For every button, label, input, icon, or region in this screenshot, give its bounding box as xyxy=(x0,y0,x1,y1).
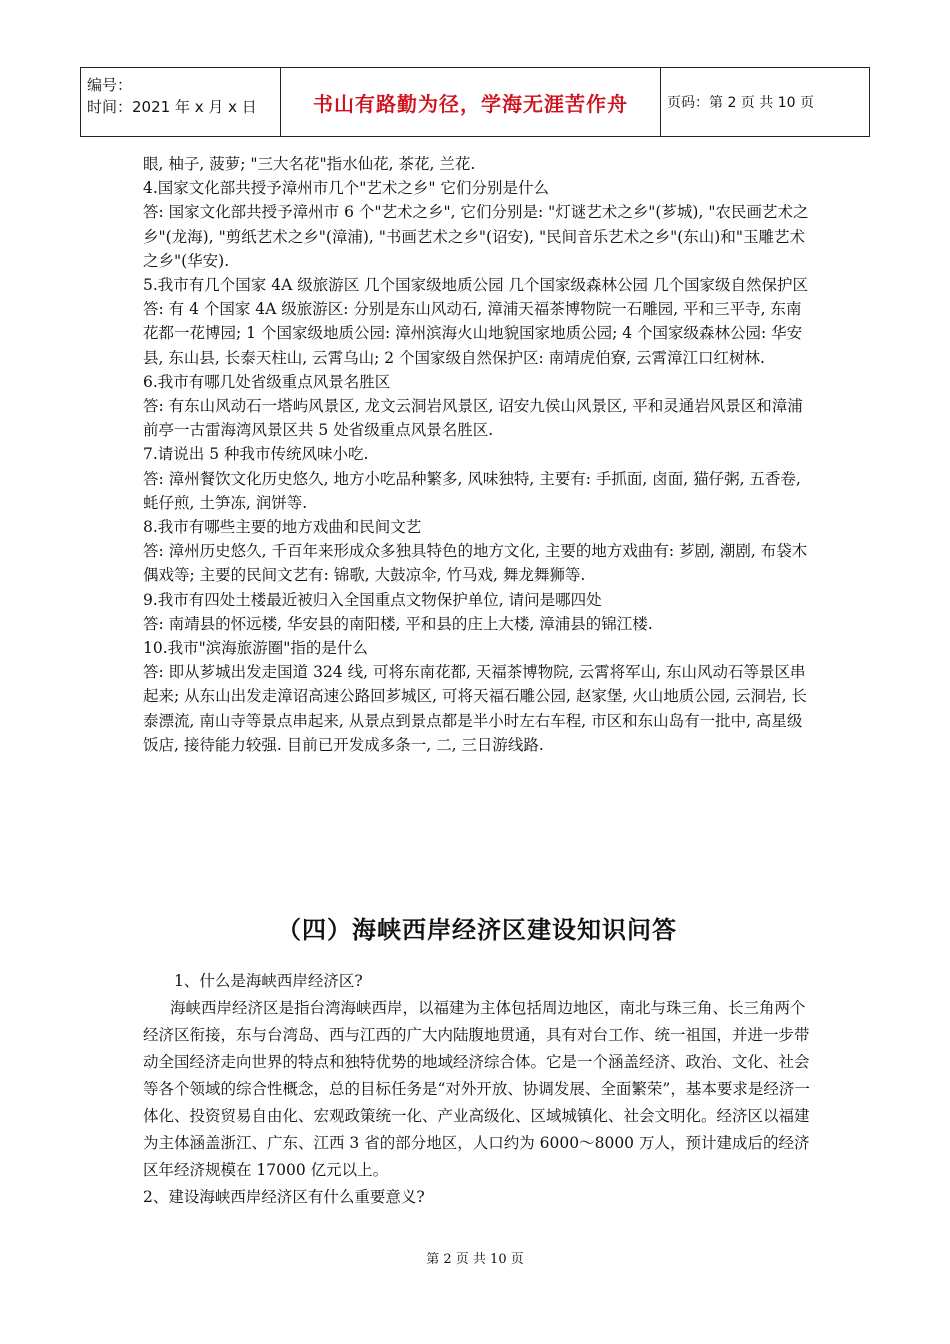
answer: 答: 南靖县的怀远楼, 华安县的南阳楼, 平和县的庄上大楼, 漳浦县的锦江楼. xyxy=(143,614,653,633)
question: 7.请说出 5 种我市传统风味小吃. xyxy=(143,445,369,464)
answer: 答: 有东山风动石一塔屿风景区, 龙文云洞岩风景区, 诏安九侯山风景区, 平和灵通岩风景区和漳浦前亭一古雷海湾风景区共 5 处省级重点风景名胜区. xyxy=(143,397,803,440)
header-page-number: 页码：第 2 页 共 10 页 xyxy=(667,95,814,111)
answer: 答: 漳州历史悠久, 千百年来形成众多独具特色的地方文化, 主要的地方戏曲有: 芗剧, 潮剧, 布袋木偶戏等; 主要的民间文艺有: 锦歌, 大鼓凉伞, 竹马戏, 舞龙舞狮等. xyxy=(143,542,808,585)
question: 6.我市有哪几处省级重点风景名胜区 xyxy=(143,372,391,391)
qa-body xyxy=(143,152,811,757)
question: 10.我市"滨海旅游圈"指的是什么 xyxy=(143,639,368,658)
header-table xyxy=(80,67,870,137)
question: 8.我市有哪些主要的地方戏曲和民间文艺 xyxy=(143,518,422,537)
section-question-2: 2、建设海峡西岸经济区有什么重要意义? xyxy=(143,1188,425,1206)
answer: 答: 即从芗城出发走国道 324 线, 可将东南花都, 天福茶博物院, 云霄将军山, 东山风动石等景区串起来; 从东山出发走漳诏高速公路回芗城区, 可将天福石雕公园, 赵家堡, 火山地质公园, 云洞岩, 长泰漂流, 南山寺等景点串起来, 从景点到景点都是半小时左右车程, 市区和东山岛有一批中, 高星级饭店, 接待能力较强. 目前已开发成多条一, 二, 三日游线路. xyxy=(143,663,807,754)
section-answer-1: 海峡西岸经济区是指台湾海峡西岸，以福建为主体包括周边地区，南北与珠三角、长三角两个经济区衔接，东与台湾岛、西与江西的广大内陆腹地贯通，具有对台工作、统一祖国，并进一步带动全国经济走向世界的特点和独特优势的地域经济综合体。它是一个涵盖经济、政治、文化、社会等各个领域的综合性概念，总的目标任务是“对外开放、协调发展、全面繁荣”，基本要求是经济一体化、投资贸易自由化、宏观政策统一化、产业高级化、区域城镇化、社会文明化。经济区以福建为主体涵盖浙江、广东、江西 3 省的部分地区，人口约为 6000～8000 万人，预计建成后的经济区年经济规模在 17000 亿元以上。 xyxy=(143,999,810,1179)
question: 5.我市有几个国家 4A 级旅游区 几个国家级地质公园 几个国家级森林公园 几个国家级自然保护区 xyxy=(143,276,808,295)
question: 4.国家文化部共授予漳州市几个"艺术之乡" 它们分别是什么 xyxy=(143,179,549,198)
answer: 答: 有 4 个国家 4A 级旅游区: 分别是东山风动石, 漳浦天福茶博物院一石雕园, 平和三平寺, 东南花都一花博园; 1 个国家级地质公园: 漳州滨海火山地貌国家地质公园; 4 个国家级森林公园: 华安县, 东山县, 长泰天柱山, 云霄乌山; 2 个国家级自然保护区: 南靖虎伯寮, 云霄漳江口红树林. xyxy=(143,300,803,367)
section-body xyxy=(143,968,811,1211)
section-question-1: 1、什么是海峡西岸经济区? xyxy=(174,972,363,990)
serial-label: 编号： xyxy=(87,76,133,94)
header-meta xyxy=(81,68,281,136)
page-footer: 第 2 页 共 10 页 xyxy=(426,1252,524,1267)
answer: 答: 国家文化部共授予漳州市 6 个"艺术之乡", 它们分别是: "灯谜艺术之乡"(芗城), "农民画艺术之乡"(龙海), "剪纸艺术之乡"(漳浦), "书画艺术之乡"(诏安), "民间音乐艺术之乡"(东山)和"玉雕艺术之乡"(华安). xyxy=(143,203,809,270)
date-label: 时间：2021 年 x 月 x 日 xyxy=(87,98,257,116)
section-title: （四）海峡西岸经济区建设知识问答 xyxy=(277,916,677,944)
question: 9.我市有四处土楼最近被归入全国重点文物保护单位, 请问是哪四处 xyxy=(143,590,602,609)
answer: 答: 漳州餐饮文化历史悠久, 地方小吃品种繁多, 风味独特, 主要有: 手抓面, 卤面, 猫仔粥, 五香卷, 蚝仔煎, 土笋冻, 润饼等. xyxy=(143,469,801,512)
header-motto: 书山有路勤为径，学海无涯苦作舟 xyxy=(281,68,661,136)
paragraph: 眼, 柚子, 菠萝; "三大名花"指水仙花, 茶花, 兰花. xyxy=(143,155,476,173)
